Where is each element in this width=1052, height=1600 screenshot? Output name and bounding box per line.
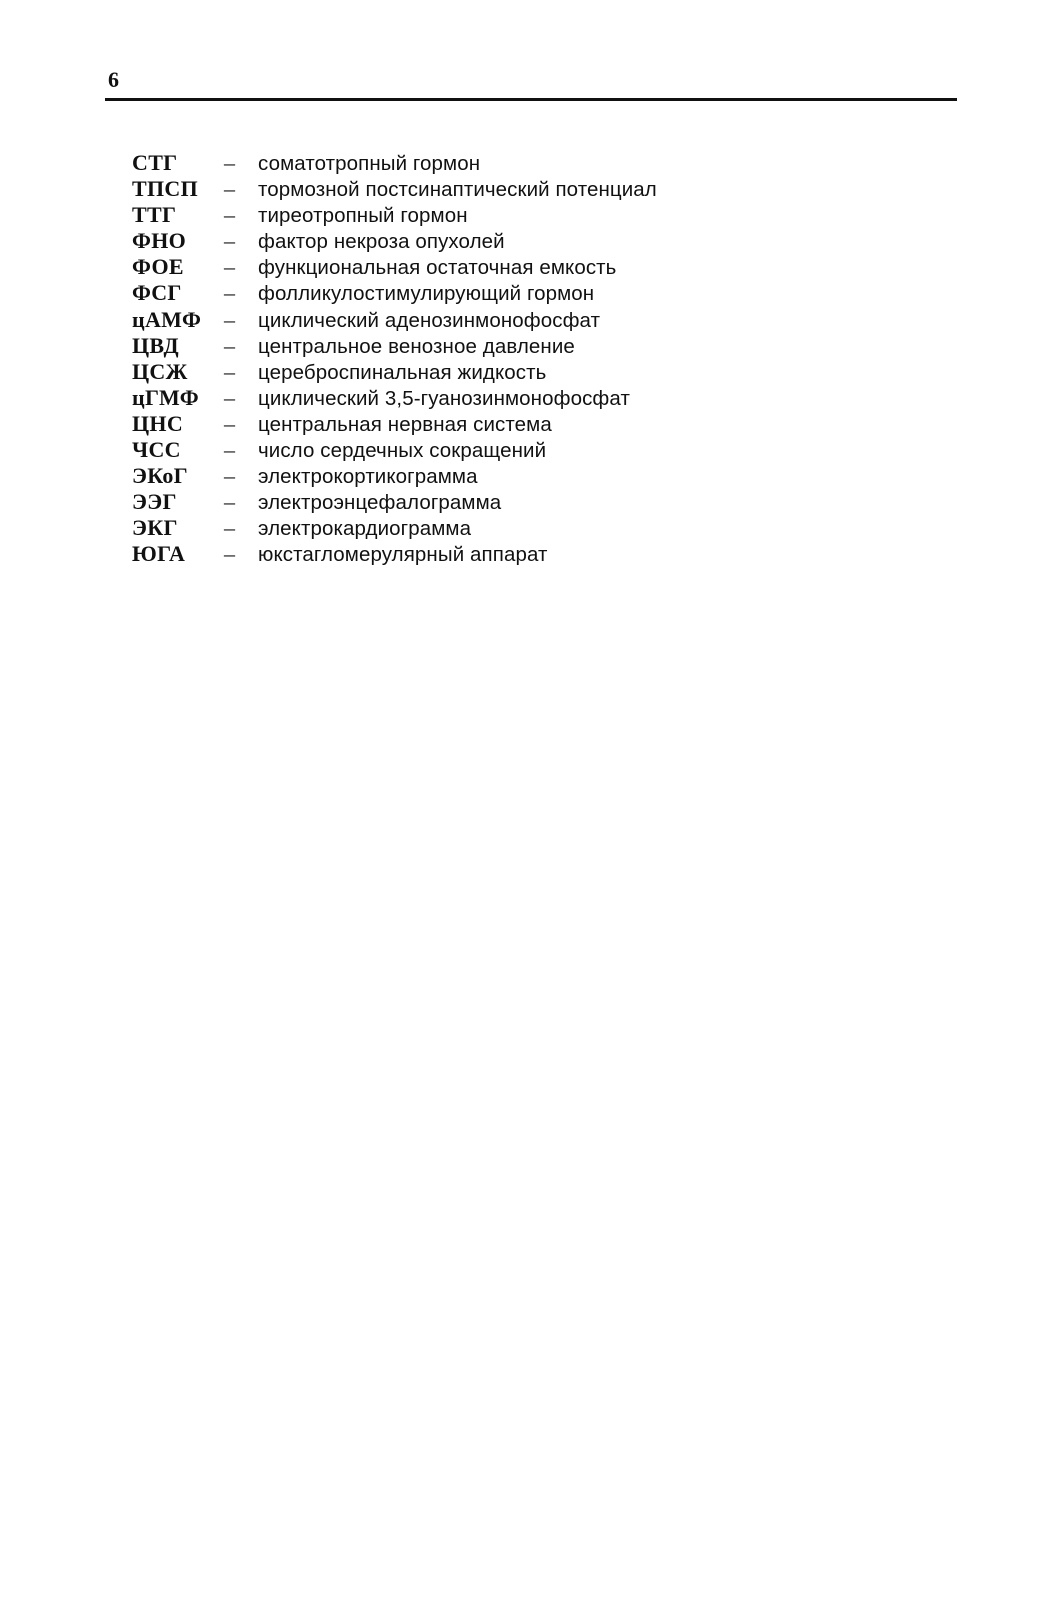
dash-separator: – <box>224 515 235 541</box>
abbreviation: цАМФ <box>132 306 202 332</box>
abbreviation: ЦСЖ <box>132 358 188 384</box>
abbreviation: ФОЕ <box>132 254 184 280</box>
abbreviation-definition: электроэнцефалограмма <box>258 491 502 515</box>
list-item <box>132 228 657 254</box>
abbreviation-definition: электрокардиограмма <box>258 517 472 541</box>
abbreviation-definition: соматотропный гормон <box>258 152 481 175</box>
dash-separator: – <box>224 384 235 410</box>
list-item <box>132 541 657 567</box>
abbreviation-definition: тиреотропный гормон <box>258 204 468 228</box>
abbreviation-definition: фактор некроза опухолей <box>258 230 505 254</box>
abbreviation: ЭКоГ <box>132 463 188 489</box>
dash-separator: – <box>224 489 235 515</box>
abbreviation-definition: тормозной постсинаптический потенциал <box>258 178 657 202</box>
dash-separator: – <box>224 410 235 436</box>
page-number: 6 <box>108 67 119 92</box>
abbreviation: ФСГ <box>132 280 182 306</box>
list-item <box>132 333 657 359</box>
dash-separator: – <box>224 150 235 175</box>
abbreviation-definition: циклический аденозинмонофосфат <box>258 308 601 332</box>
abbreviation: ЧСС <box>132 437 181 463</box>
abbreviation-definition: цереброспинальная жидкость <box>258 360 547 384</box>
abbreviation-definition: электрокортикограмма <box>258 465 478 489</box>
header-rule <box>105 98 957 101</box>
abbreviation-definition: фолликулостимулирующий гормон <box>258 282 595 306</box>
dash-separator: – <box>224 437 235 463</box>
dash-separator: – <box>224 541 235 567</box>
abbreviation: ЦВД <box>132 332 179 358</box>
abbreviation: ЮГА <box>132 541 186 567</box>
dash-separator: – <box>224 280 235 306</box>
list-item <box>132 254 657 280</box>
dash-separator: – <box>224 228 235 254</box>
abbreviation-definition: функциональная остаточная емкость <box>258 256 617 280</box>
abbreviation: цГМФ <box>132 384 199 410</box>
abbreviation-definition: центральное венозное давление <box>258 334 575 358</box>
dash-separator: – <box>224 176 235 202</box>
list-item <box>132 515 657 541</box>
abbreviation: ЦНС <box>132 410 184 436</box>
abbreviation-definition: циклический 3,5-гуанозинмонофосфат <box>258 386 630 410</box>
list-item <box>132 489 657 515</box>
list-item <box>132 385 657 411</box>
abbreviation: ЭКГ <box>132 515 178 541</box>
abbreviation: ТПСП <box>132 176 198 202</box>
list-item <box>132 463 657 489</box>
list-item <box>132 150 657 176</box>
abbreviation: ТТГ <box>132 202 177 228</box>
abbreviation: ФНО <box>132 228 187 254</box>
dash-separator: – <box>224 332 235 358</box>
abbreviation: СТГ <box>132 150 178 175</box>
dash-separator: – <box>224 254 235 280</box>
abbreviation-definition: центральная нервная система <box>258 412 552 436</box>
dash-separator: – <box>224 463 235 489</box>
abbreviation: ЭЭГ <box>132 489 177 515</box>
list-item <box>132 202 657 228</box>
dash-separator: – <box>224 202 235 228</box>
abbreviation-list <box>132 150 657 568</box>
dash-separator: – <box>224 306 235 332</box>
list-item <box>132 359 657 385</box>
abbreviation-definition: число сердечных сокращений <box>258 439 547 463</box>
list-item <box>132 280 657 306</box>
dash-separator: – <box>224 358 235 384</box>
list-item <box>132 411 657 437</box>
list-item <box>132 307 657 333</box>
list-item <box>132 176 657 202</box>
list-item <box>132 437 657 463</box>
abbreviation-definition: юкстагломерулярный аппарат <box>258 543 548 567</box>
